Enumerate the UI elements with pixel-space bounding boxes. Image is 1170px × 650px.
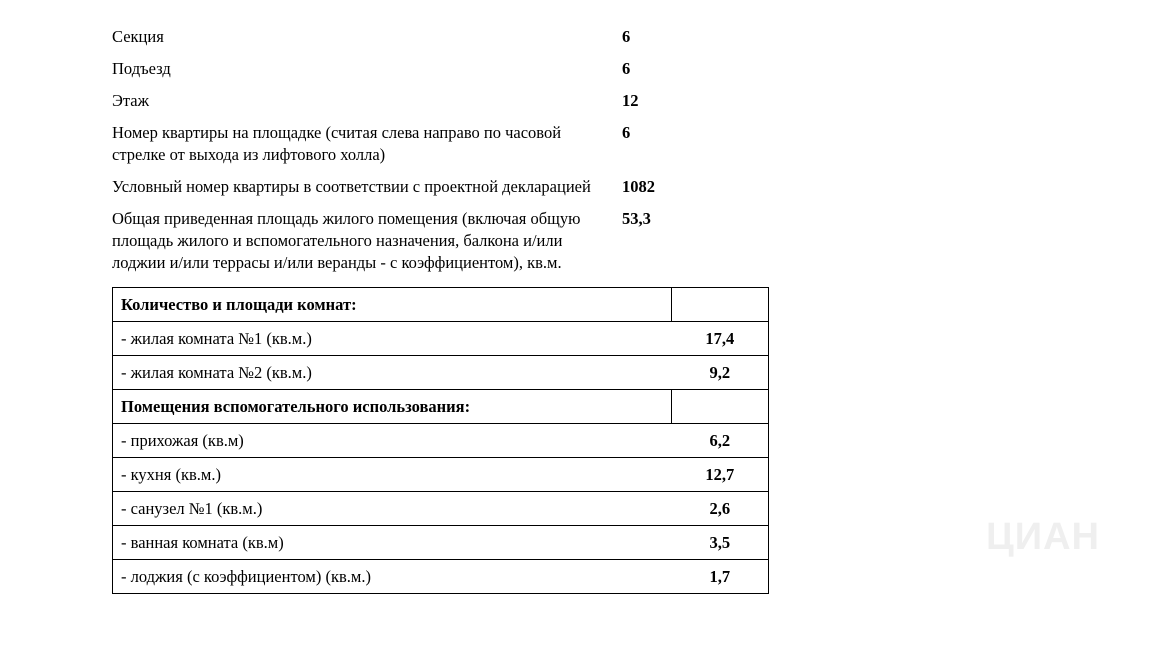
table-cell-label: - жилая комната №1 (кв.м.) — [113, 322, 672, 356]
summary-row-value: 6 — [622, 27, 631, 46]
table-cell-label: - ванная комната (кв.м) — [113, 526, 672, 560]
table-row — [113, 560, 769, 594]
table-cell-label: Количество и площади комнат: — [113, 288, 672, 322]
summary-row-value: 12 — [622, 90, 639, 110]
table-cell-label: Помещения вспомогательного использования: — [113, 390, 672, 424]
cian-watermark: ЦИАН — [986, 516, 1100, 558]
summary-row — [112, 208, 772, 274]
table-cell-value — [672, 288, 769, 322]
summary-row — [112, 58, 772, 80]
summary-row-label: Номер квартиры на площадке (считая слева направо по часовой стрелке от выхода из лифтового холла) — [112, 122, 562, 164]
apartment-spec-sheet — [112, 26, 772, 594]
table-cell-value: 3,5 — [672, 526, 769, 560]
summary-row-value: 6 — [622, 58, 631, 78]
table-cell-value: 12,7 — [672, 458, 769, 492]
table-row — [113, 390, 769, 424]
summary-row-value: 6 — [622, 122, 631, 142]
table-row — [113, 424, 769, 458]
summary-row-label: Секция — [112, 27, 164, 46]
summary-row — [112, 176, 772, 198]
summary-row-label: Этаж — [112, 90, 150, 110]
table-row — [113, 526, 769, 560]
table-row — [113, 492, 769, 526]
table-cell-value: 17,4 — [672, 322, 769, 356]
table-cell-value: 2,6 — [672, 492, 769, 526]
summary-row-value: 53,3 — [622, 208, 651, 228]
summary-row — [112, 26, 772, 48]
table-cell-label: - кухня (кв.м.) — [113, 458, 672, 492]
table-cell-value: 6,2 — [672, 424, 769, 458]
table-row — [113, 288, 769, 322]
table-cell-value: 1,7 — [672, 560, 769, 594]
table-cell-label: - жилая комната №2 (кв.м.) — [113, 356, 672, 390]
table-cell-label: - санузел №1 (кв.м.) — [113, 492, 672, 526]
summary-row-label: Общая приведенная площадь жилого помещения (включая общую площадь жилого и вспомогательного назначения, балкона и/или лоджии и/или террасы и/или веранды - с коэффициентом), кв.м. — [112, 208, 581, 272]
summary-row-value: 1082 — [622, 176, 655, 196]
table-cell-value — [672, 390, 769, 424]
table-cell-value: 9,2 — [672, 356, 769, 390]
table-row — [113, 322, 769, 356]
rooms-table — [112, 287, 769, 594]
table-cell-label: - прихожая (кв.м) — [113, 424, 672, 458]
table-row — [113, 356, 769, 390]
summary-rows — [112, 26, 772, 273]
table-row — [113, 458, 769, 492]
table-cell-label: - лоджия (с коэффициентом) (кв.м.) — [113, 560, 672, 594]
summary-row-label: Условный номер квартиры в соответствии с проектной декларацией — [112, 176, 591, 196]
summary-row — [112, 90, 772, 112]
summary-row-label: Подъезд — [112, 58, 171, 78]
summary-row — [112, 122, 772, 166]
